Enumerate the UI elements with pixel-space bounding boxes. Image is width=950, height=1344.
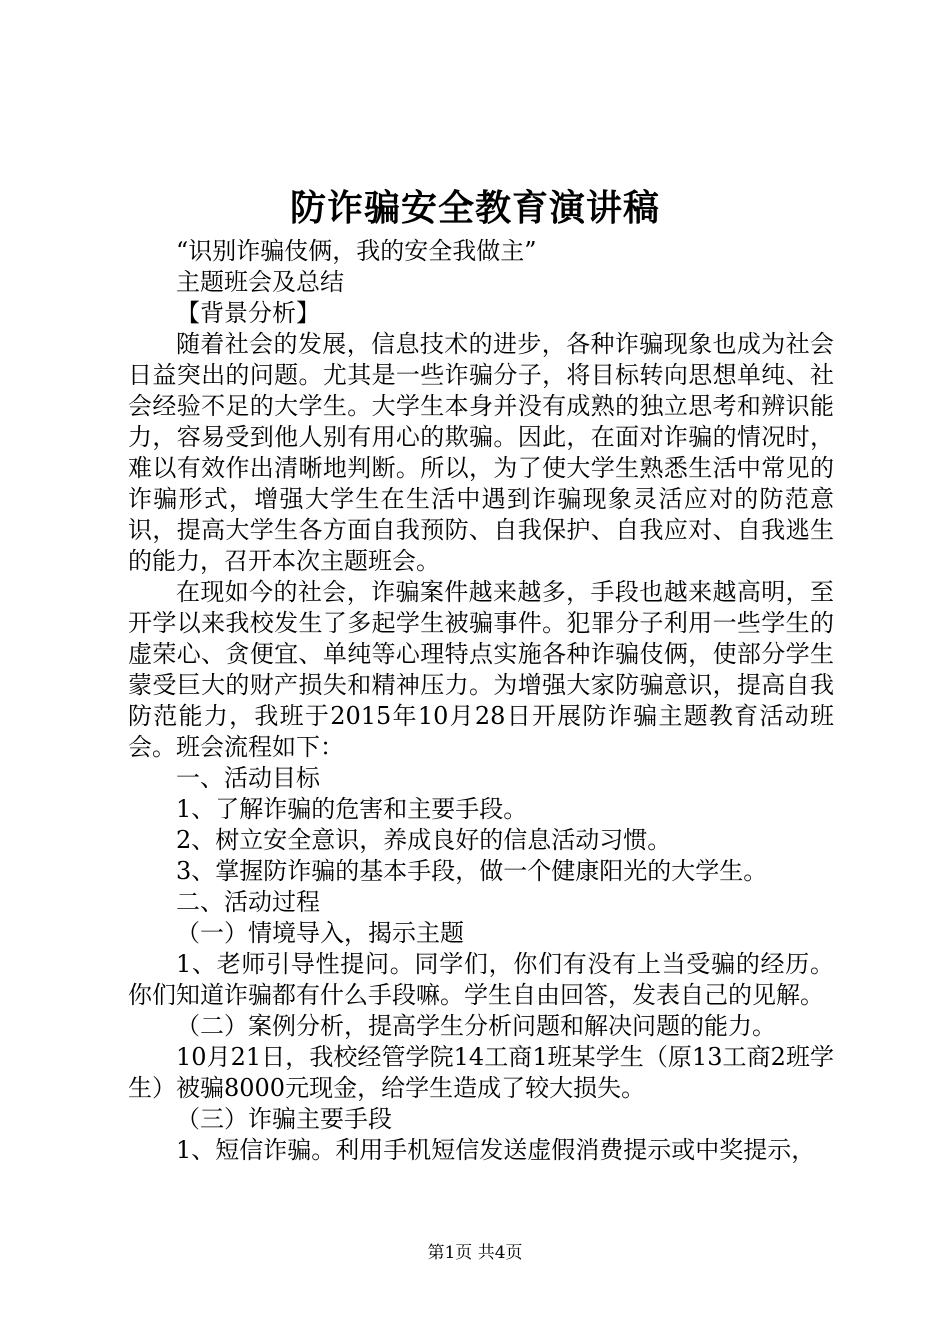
section-heading-background: 【背景分析】 bbox=[176, 299, 320, 327]
body-paragraph: 1、短信诈骗。利用手机短信发送虚假消费提示或中奖提示， bbox=[176, 1136, 816, 1164]
subsection-heading: （一）情境导入，揭示主题 bbox=[176, 919, 464, 947]
subsection-heading: （二）案例分析，提高学生分析问题和解决问题的能力。 bbox=[176, 1012, 776, 1040]
document-body bbox=[128, 236, 834, 1166]
list-item: 3、掌握防诈骗的基本手段，做一个健康阳光的大学生。 bbox=[176, 857, 768, 885]
subtitle-slogan: “识别诈骗伎俩，我的安全我做主” bbox=[176, 237, 537, 265]
subtitle-theme: 主题班会及总结 bbox=[176, 268, 344, 296]
body-paragraph: 1、老师引导性提问。同学们，你们有没有上当受骗的经历。你们知道诈骗都有什么手段嘛。学生自由回答，发表自己的见解。 bbox=[128, 950, 834, 1009]
document-title: 防诈骗安全教育演讲稿 bbox=[289, 187, 660, 229]
list-item: 2、树立安全意识，养成良好的信息活动习惯。 bbox=[176, 826, 672, 854]
subsection-heading: （三）诈骗主要手段 bbox=[176, 1105, 392, 1133]
section-heading-goals: 一、活动目标 bbox=[176, 764, 320, 792]
body-paragraph: 10月21日，我校经管学院14工商1班某学生（原13工商2班学生）被骗8000元现金，给学生造成了较大损失。 bbox=[128, 1043, 834, 1102]
body-paragraph: 在现如今的社会，诈骗案件越来越多，手段也越来越高明，至开学以来我校发生了多起学生被骗事件。犯罪分子利用一些学生的虚荣心、贪便宜、单纯等心理特点实施各种诈骗伎俩，使部分学生蒙受巨大的财产损失和精神压力。为增强大家防骗意识，提高自我防范能力，我班于2015年10月28日开展防诈骗主题教育活动班会。班会流程如下： bbox=[128, 578, 834, 761]
page-footer: 第1页 共4页 bbox=[427, 1243, 523, 1263]
body-paragraph: 随着社会的发展，信息技术的进步，各种诈骗现象也成为社会日益突出的问题。尤其是一些诈骗分子，将目标转向思想单纯、社会经验不足的大学生。大学生本身并没有成熟的独立思考和辨识能力，容易受到他人别有用心的欺骗。因此，在面对诈骗的情况时，难以有效作出清晰地判断。所以，为了使大学生熟悉生活中常见的诈骗形式，增强大学生在生活中遇到诈骗现象灵活应对的防范意识，提高大学生各方面自我预防、自我保护、自我应对、自我逃生的能力，召开本次主题班会。 bbox=[128, 330, 834, 575]
section-heading-process: 二、活动过程 bbox=[176, 888, 320, 916]
list-item: 1、了解诈骗的危害和主要手段。 bbox=[176, 795, 528, 823]
